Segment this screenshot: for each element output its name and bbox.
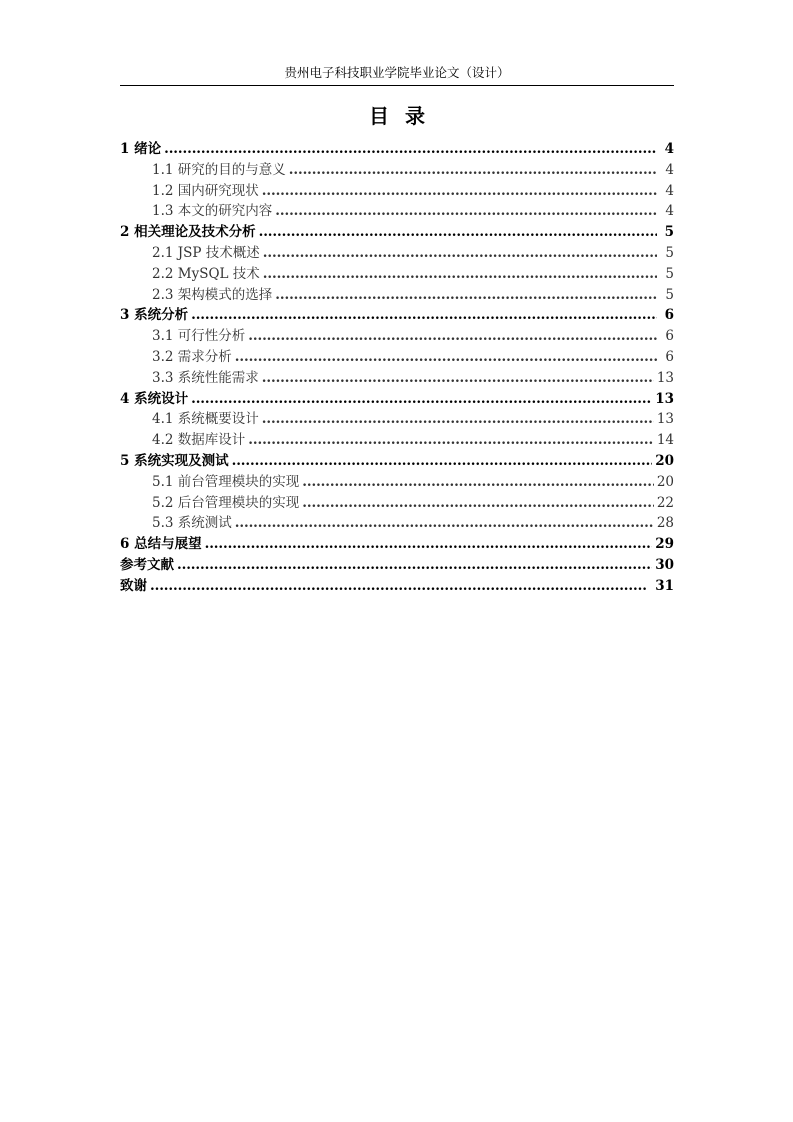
toc-entry-label: 3.3 系统性能需求 (152, 369, 259, 386)
toc-section-entry[interactable] (120, 368, 674, 389)
toc-entry-page-number: 13 (656, 411, 674, 428)
toc-section-entry[interactable] (120, 430, 674, 451)
toc-dot-leader (302, 493, 654, 514)
toc-chapter-entry[interactable] (120, 555, 674, 576)
toc-section-entry[interactable] (120, 409, 674, 430)
toc-entry-page-number: 13 (656, 369, 674, 386)
toc-dot-leader (275, 201, 657, 222)
header-title: 贵州电子科技职业学院毕业论文（设计） (284, 65, 510, 80)
table-of-contents (120, 139, 674, 597)
toc-dot-leader (235, 513, 654, 534)
toc-entry-label: 5.1 前台管理模块的实现 (152, 473, 300, 490)
toc-entry-page-number: 5 (665, 265, 674, 282)
toc-chapter-entry[interactable] (120, 389, 674, 410)
toc-section-entry[interactable] (120, 264, 674, 285)
toc-section-entry[interactable] (120, 285, 674, 306)
toc-dot-leader (248, 326, 657, 347)
toc-section-entry[interactable] (120, 347, 674, 368)
toc-entry-label: 5.3 系统测试 (152, 515, 232, 532)
toc-entry-page-number: 14 (656, 432, 674, 449)
toc-dot-leader (205, 534, 653, 555)
toc-dot-leader (263, 264, 657, 285)
toc-section-entry[interactable] (120, 181, 674, 202)
toc-dot-leader (262, 181, 657, 202)
page-header (120, 64, 674, 86)
toc-entry-page-number: 20 (656, 473, 674, 490)
toc-section-entry[interactable] (120, 472, 674, 493)
toc-entry-label: 1.1 研究的目的与意义 (152, 161, 286, 178)
toc-dot-leader (289, 160, 657, 181)
toc-dot-leader (259, 222, 657, 243)
toc-title: 目录 (369, 104, 441, 128)
toc-entry-label: 6 总结与展望 (120, 536, 202, 553)
toc-section-entry[interactable] (120, 243, 674, 264)
toc-entry-page-number: 5 (665, 286, 674, 303)
toc-chapter-entry[interactable] (120, 576, 674, 597)
toc-entry-page-number: 6 (665, 348, 674, 365)
toc-entry-page-number: 13 (655, 390, 674, 407)
toc-chapter-entry[interactable] (120, 139, 674, 160)
toc-entry-page-number: 4 (665, 203, 674, 220)
toc-dot-leader (150, 576, 652, 597)
toc-chapter-entry[interactable] (120, 222, 674, 243)
toc-chapter-entry[interactable] (120, 451, 674, 472)
toc-entry-label: 3.1 可行性分析 (152, 328, 246, 345)
toc-dot-leader (235, 347, 657, 368)
toc-chapter-entry[interactable] (120, 534, 674, 555)
toc-section-entry[interactable] (120, 513, 674, 534)
toc-entry-page-number: 5 (665, 244, 674, 261)
toc-entry-page-number: 6 (664, 307, 674, 324)
toc-entry-page-number: 4 (665, 182, 674, 199)
toc-entry-label: 4.2 数据库设计 (152, 432, 246, 449)
toc-dot-leader (191, 305, 657, 326)
toc-entry-page-number: 30 (655, 556, 674, 573)
toc-entry-page-number: 5 (664, 224, 674, 241)
toc-dot-leader (248, 430, 654, 451)
toc-dot-leader (164, 139, 657, 160)
toc-entry-label: 5.2 后台管理模块的实现 (152, 494, 300, 511)
toc-entry-page-number: 22 (656, 494, 674, 511)
toc-dot-leader (302, 472, 654, 493)
toc-entry-label: 2 相关理论及技术分析 (120, 224, 256, 241)
toc-section-entry[interactable] (120, 201, 674, 222)
toc-dot-leader (177, 555, 652, 576)
toc-entry-label: 5 系统实现及测试 (120, 452, 229, 469)
toc-entry-label: 1.2 国内研究现状 (152, 182, 259, 199)
toc-dot-leader (191, 389, 652, 410)
toc-entry-label: 4 系统设计 (120, 390, 189, 407)
toc-entry-label: 2.2 MySQL 技术 (152, 265, 260, 282)
toc-entry-page-number: 28 (656, 515, 674, 532)
toc-entry-label: 1 绪论 (120, 141, 162, 157)
toc-dot-leader (275, 285, 657, 306)
toc-entry-label: 3.2 需求分析 (152, 348, 232, 365)
toc-section-entry[interactable] (120, 160, 674, 181)
toc-entry-label: 1.3 本文的研究内容 (152, 203, 273, 220)
toc-entry-label: 2.1 JSP 技术概述 (152, 244, 260, 261)
toc-entry-page-number: 29 (655, 536, 674, 553)
toc-entry-label: 致谢 (120, 577, 147, 594)
toc-section-entry[interactable] (120, 326, 674, 347)
toc-entry-label: 2.3 架构模式的选择 (152, 286, 273, 303)
toc-chapter-entry[interactable] (120, 305, 674, 326)
toc-entry-page-number: 4 (664, 141, 674, 157)
toc-entry-page-number: 4 (665, 161, 674, 178)
toc-dot-leader (262, 409, 654, 430)
toc-entry-page-number: 20 (655, 452, 674, 469)
toc-entry-label: 4.1 系统概要设计 (152, 411, 259, 428)
toc-entry-page-number: 31 (655, 577, 674, 594)
toc-section-entry[interactable] (120, 493, 674, 514)
toc-dot-leader (263, 243, 657, 264)
toc-entry-page-number: 6 (665, 328, 674, 345)
toc-dot-leader (262, 368, 654, 389)
toc-dot-leader (232, 451, 653, 472)
toc-entry-label: 参考文献 (120, 556, 174, 573)
toc-entry-label: 3 系统分析 (120, 307, 189, 324)
